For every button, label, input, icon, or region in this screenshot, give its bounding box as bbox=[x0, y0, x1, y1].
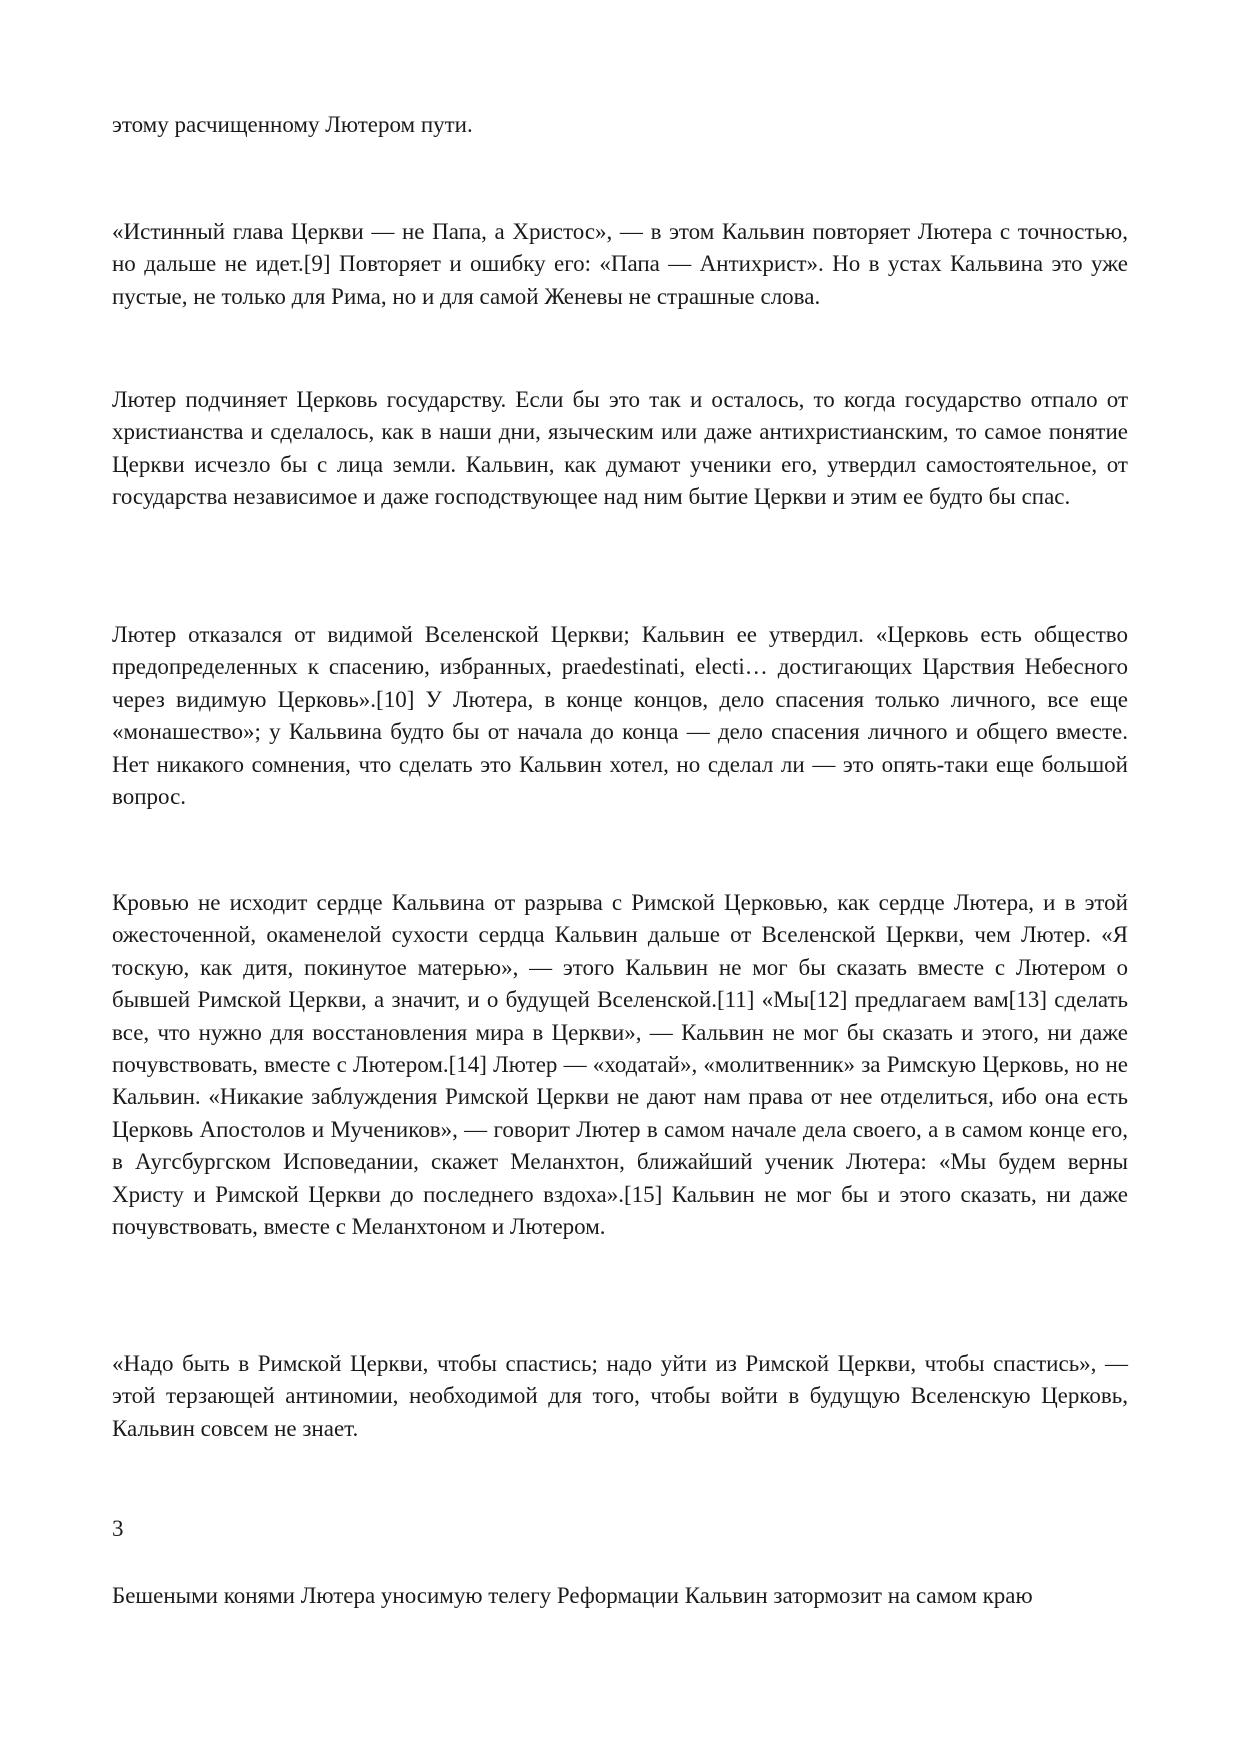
paragraph-continuation: этому расчищенному Лютером пути. bbox=[112, 112, 473, 137]
paragraph-true-head-of-church: «Истинный глава Церкви — не Папа, а Христос», — в этом Кальвин повторяет Лютера с точностью, но дальше не идет.[9] Повторяет и ошибку его: «Папа — Антихрист». Но в устах Кальвина это уже пустые, не только для Рима, но и для самой Женевы не страшные слова. bbox=[112, 219, 1128, 309]
paragraph-calvin-heart: Кровью не исходит сердце Кальвина от разрыва с Римской Церковью, как сердце Лютера, и в этой ожесточенной, окаменелой сухости сердца Кальвин дальше от Вселенской Церкви, чем Лютер. «Я тоскую, как дитя, покинутое матерью», — этого Кальвин не мог бы сказать вместе с Лютером о бывшей Римской Церкви, а значит, и о будущей Вселенской.[11] «Мы[12] предлагаем вам[13] сделать все, что нужно для восстановления мира в Церкви», — Кальвин не мог бы сказать и этого, ни даже почувствовать, вместе с Лютером.[14] Лютер — «ходатай», «молитвенник» за Римскую Церковь, но не Кальвин. «Никакие заблуждения Римской Церкви не дают нам права от нее отделиться, ибо она есть Церковь Апостолов и Мучеников», — говорит Лютер в самом начале дела своего, а в самом конце его, в Аугсбургском Исповедании, скажет Меланхтон, ближайший ученик Лютера: «Мы будем верны Христу и Римской Церкви до последнего вздоха».[15] Кальвин не мог бы и этого сказать, ни даже почувствовать, вместе с Меланхтоном и Лютером. bbox=[112, 890, 1128, 1240]
paragraph-visible-universal-church: Лютер отказался от видимой Вселенской Церкви; Кальвин ее утвердил. «Церковь есть общество предопределенных к спасению, избранных, praedestinati, electi… достигающих Царствия Небесного через видимую Церковь».[10] У Лютера, в конце концов, дело спасения только личного, все еще «монашество»; у Кальвина будто бы от начала до конца — дело спасения личного и общего вместе. Нет никакого сомнения, что сделать это Кальвин хотел, но сделал ли — это опять-таки еще большой вопрос. bbox=[112, 622, 1128, 810]
paragraph-church-and-state: Лютер подчиняет Церковь государству. Если бы это так и осталось, то когда государство отпало от христианства и сделалось, как в наши дни, языческим или даже антихристианским, то самое понятие Церкви исчезло бы с лица земли. Кальвин, как думают ученики его, утвердил самостоятельное, от государства независимое и даже господствующее над ним бытие Церкви и этим ее будто бы спас. bbox=[112, 387, 1128, 510]
paragraph-antinomy: «Надо быть в Римской Церкви, чтобы спастись; надо уйти из Римской Церкви, чтобы спастись», — этой терзающей антиномии, необходимой для того, чтобы войти в будущую Вселенскую Церковь, Кальвин совсем не знает. bbox=[112, 1351, 1128, 1441]
paragraph-reformation-cart: Бешеными конями Лютера уносимую телегу Реформации Кальвин затормозит на самом краю bbox=[112, 1583, 1033, 1608]
section-number: 3 bbox=[112, 1516, 124, 1541]
